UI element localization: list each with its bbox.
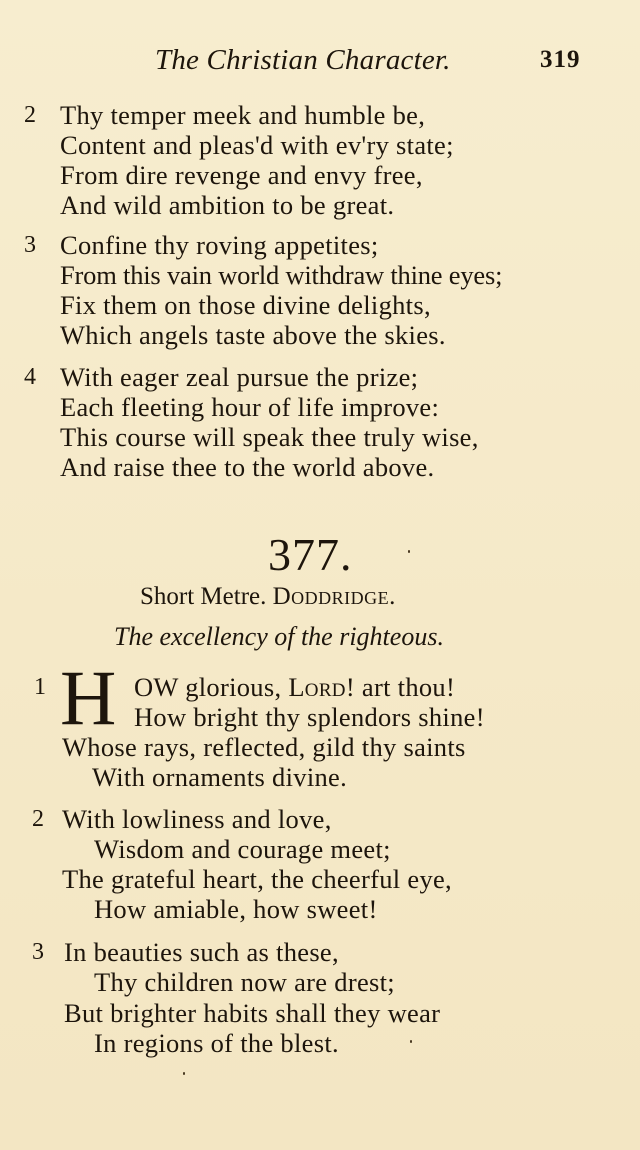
verse-line: Which angels taste above the skies.	[60, 320, 446, 350]
verse-line: But brighter habits shall they wear	[64, 998, 441, 1028]
running-title: The Christian Character.	[155, 44, 451, 76]
verse-line: Whose rays, reflected, gild thy saints	[62, 732, 466, 762]
verse-line: Content and pleas'd with ev'ry state;	[60, 130, 454, 160]
verse-line: From dire revenge and envy free,	[60, 160, 423, 190]
verse-number: 2	[32, 806, 44, 832]
hymn-subtitle: The excellency of the righteous.	[114, 622, 444, 651]
verse-number: 3	[32, 939, 44, 965]
page-number: 319	[540, 46, 581, 73]
verse-line: In regions of the blest.	[94, 1028, 339, 1058]
hymn-number: 377.	[268, 529, 353, 580]
verse-line-end: ! art thou!	[345, 672, 456, 702]
verse-number: 2	[24, 102, 36, 128]
verse-line: How amiable, how sweet!	[94, 894, 378, 924]
lord-small-caps: Lord	[288, 672, 346, 702]
ink-speck	[408, 550, 410, 553]
verse-line: From this vain world withdraw thine eyes;	[60, 260, 503, 290]
ink-speck	[183, 1072, 185, 1075]
verse-line: Wisdom and courage meet;	[94, 834, 391, 864]
verse-line: Confine thy roving appetites;	[60, 230, 379, 260]
verse-line: And wild ambition to be great.	[60, 190, 395, 220]
verse-line: How bright thy splendors shine!	[134, 702, 485, 732]
meter: Short Metre.	[140, 583, 267, 610]
verse-number: 3	[24, 232, 36, 258]
verse-line	[134, 672, 455, 702]
author: Doddridge.	[272, 583, 396, 610]
verse-line: This course will speak thee truly wise,	[60, 422, 479, 452]
verse-line: Each fleeting hour of life improve:	[60, 392, 440, 422]
verse-line: With eager zeal pursue the prize;	[60, 362, 419, 392]
verse-line: Thy temper meek and humble be,	[60, 100, 426, 130]
verse-line: With ornaments divine.	[92, 762, 348, 792]
verse-number: 1	[34, 674, 46, 700]
verse-line-start: OW glorious,	[134, 672, 289, 702]
ink-speck	[410, 1040, 412, 1043]
hymn-meter-line	[140, 583, 396, 611]
verse-line: Fix them on those divine delights,	[60, 290, 431, 320]
verse-line: The grateful heart, the cheerful eye,	[62, 864, 452, 894]
verse-line: And raise thee to the world above.	[60, 452, 435, 482]
drop-cap: H	[60, 654, 117, 741]
verse-line: In beauties such as these,	[64, 937, 339, 967]
verse-line: With lowliness and love,	[62, 804, 332, 834]
page-header	[0, 44, 640, 84]
verse-line: Thy children now are drest;	[94, 967, 395, 997]
verse-number: 4	[24, 364, 36, 390]
